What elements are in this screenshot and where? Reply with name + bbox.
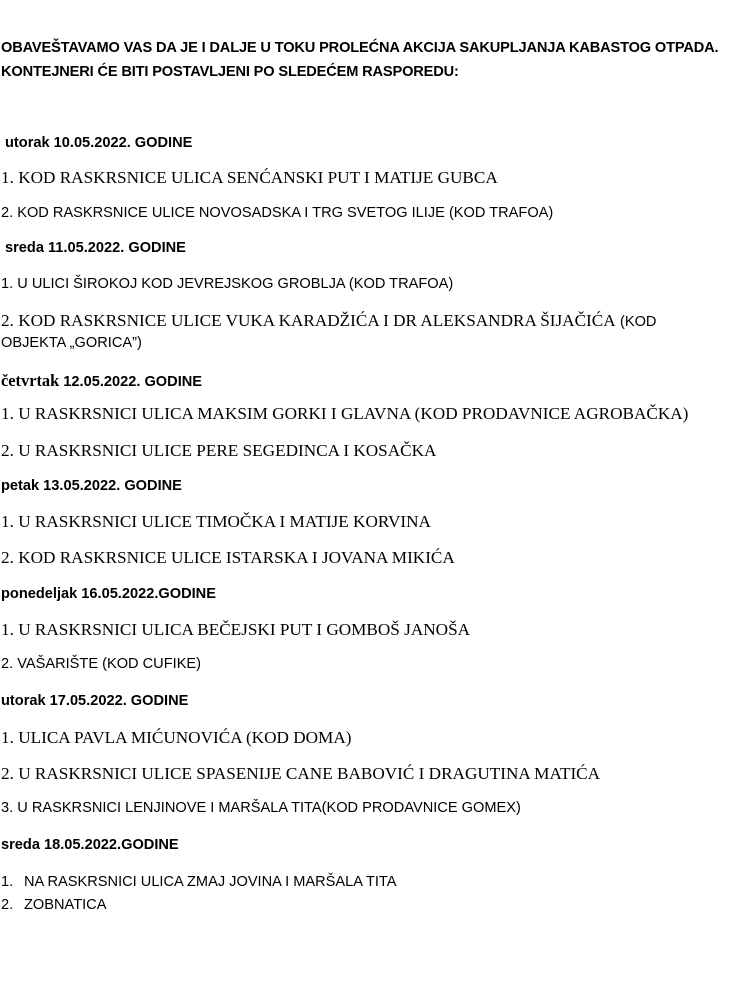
location-item: 3. U RASKRSNICI LENJINOVE I MARŠALA TITA(KOD PRODAVNICE GOMEX) (1, 800, 521, 816)
intro-line-1: OBAVEŠTAVAMO VAS DA JE I DALJE U TOKU PROLEĆNA AKCIJA SAKUPLJANJA KABASTOG OTPADA. (1, 40, 719, 56)
day-heading: sreda 11.05.2022. GODINE (5, 240, 186, 256)
list-text: NA RASKRSNICI ULICA ZMAJ JOVINA I MARŠALA TITA (24, 874, 397, 890)
day-name: četvrtak (1, 371, 60, 390)
location-item-continuation: OBJEKTA „GORICA”) (1, 335, 142, 351)
numbered-list-item (1, 897, 106, 913)
location-item: 1. U ULICI ŠIROKOJ KOD JEVREJSKOG GROBLJA (KOD TRAFOA) (1, 276, 454, 292)
location-item-text: 2. KOD RASKRSNICE ULICE VUKA KARADŽIĆA I DR ALEKSANDRA ŠIJAČIĆA (1, 311, 616, 330)
day-heading (1, 371, 202, 391)
day-heading: utorak 10.05.2022. GODINE (5, 135, 193, 151)
location-item: 2. U RASKRSNICI ULICE PERE SEGEDINCA I KOSAČKA (1, 441, 437, 460)
day-heading: utorak 17.05.2022. GODINE (1, 693, 189, 709)
location-item: 1. U RASKRSNICI ULICE TIMOČKA I MATIJE KORVINA (1, 512, 431, 531)
day-date: 12.05.2022. GODINE (59, 374, 203, 390)
location-item: 1. KOD RASKRSNICE ULICA SENĆANSKI PUT I MATIJE GUBCA (1, 168, 498, 187)
location-item: 1. U RASKRSNICI ULICA MAKSIM GORKI I GLAVNA (KOD PRODAVNICE AGROBAČKA) (1, 404, 689, 423)
location-item: 2. KOD RASKRSNICE ULICE ISTARSKA I JOVANA MIKIĆA (1, 548, 455, 567)
list-number: 2. (1, 897, 14, 913)
list-text: ZOBNATICA (24, 897, 107, 913)
list-number: 1. (1, 874, 14, 890)
numbered-list-item (1, 874, 397, 890)
location-item: 2. VAŠARIŠTE (KOD CUFIKE) (1, 656, 202, 672)
location-item: 1. ULICA PAVLA MIĆUNOVIĆA (KOD DOMA) (1, 728, 352, 747)
day-heading: sreda 18.05.2022.GODINE (1, 837, 179, 853)
location-item: 1. U RASKRSNICI ULICA BEČEJSKI PUT I GOMBOŠ JANOŠA (1, 620, 471, 639)
location-item (1, 311, 656, 331)
day-heading: ponedeljak 16.05.2022.GODINE (1, 586, 216, 602)
day-heading: petak 13.05.2022. GODINE (1, 478, 182, 494)
location-item-note: (KOD (619, 314, 657, 330)
intro-line-2: KONTEJNERI ĆE BITI POSTAVLJENI PO SLEDEĆEM RASPOREDU: (1, 64, 459, 80)
location-item: 2. U RASKRSNICI ULICE SPASENIJE CANE BABOVIĆ I DRAGUTINA MATIĆA (1, 764, 601, 783)
location-item: 2. KOD RASKRSNICE ULICE NOVOSADSKA I TRG SVETOG ILIJE (KOD TRAFOA) (1, 205, 554, 221)
